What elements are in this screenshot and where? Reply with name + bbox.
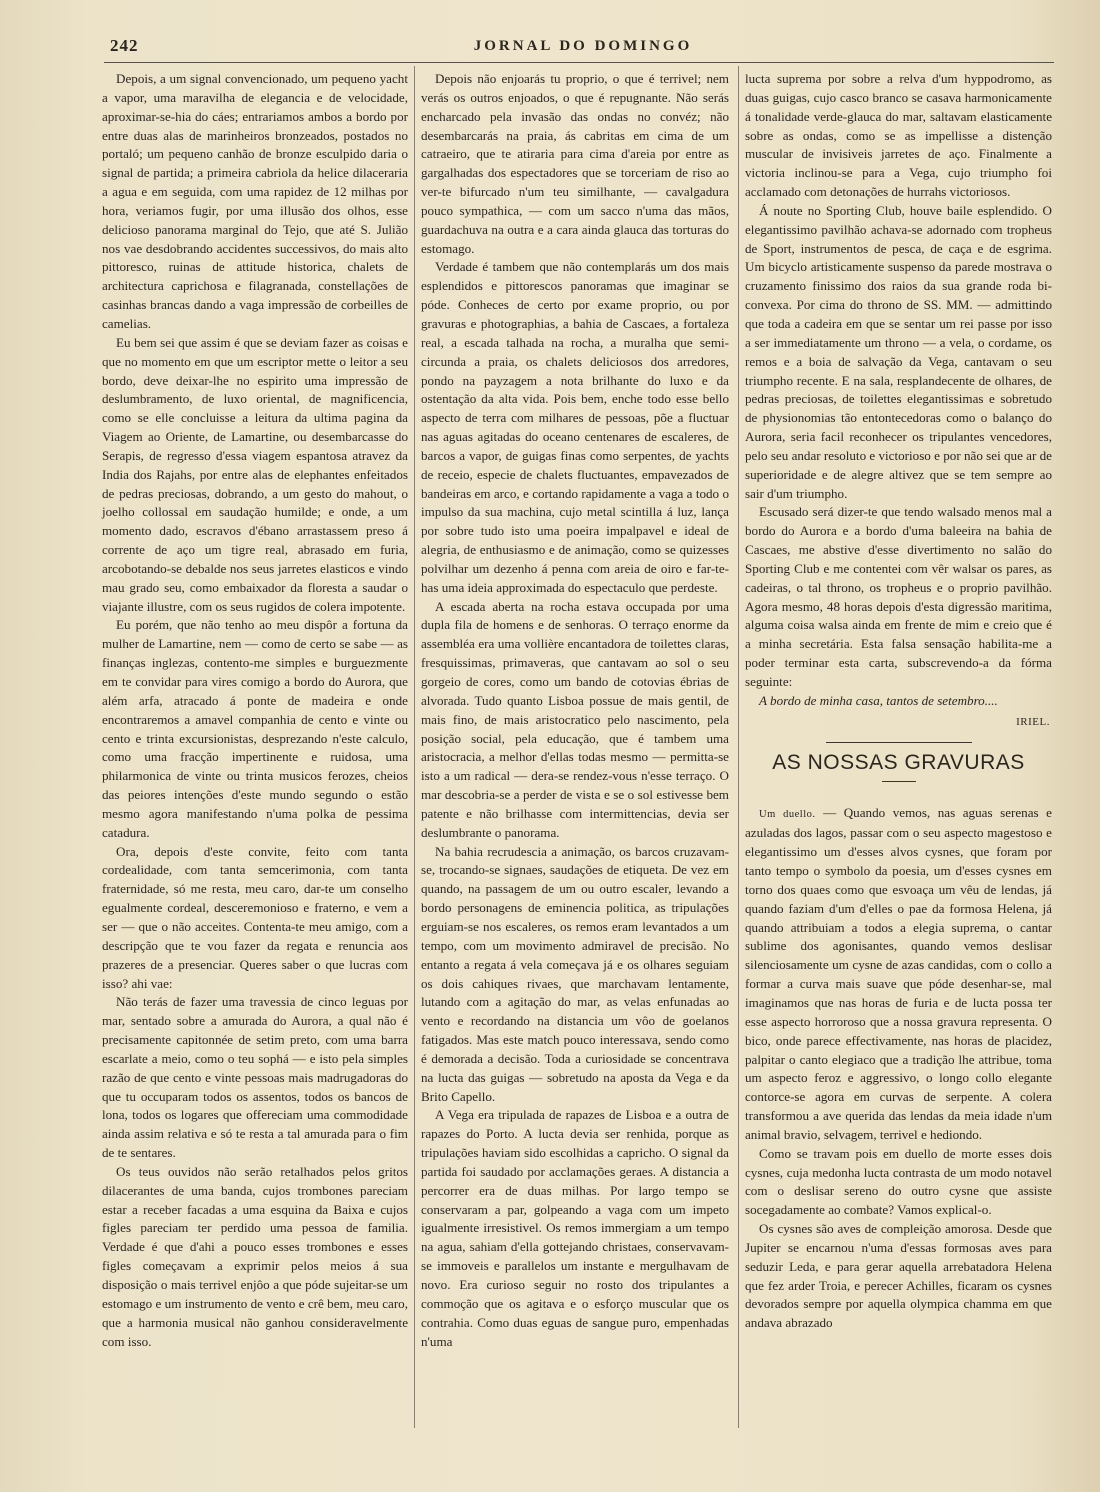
paragraph: Á noute no Sporting Club, houve baile esplendido. O elegantissimo pavilhão achava-se adornado com tropheus de Sport, instrumentos de pesca, de caça e de esgrima. Um bicyclo artisticamente suspenso da parede mostrava o cruzamento finissimo dos raios da sua grande roda bi-convexa. Por cima do throno de SS. MM. — admittindo que toda a cadeira em que se sentar um rei passe por isso a ser immediatamente um throno — a vela, o cordame, os remos e a boia de salvação da Vega, cantavam o seu triumpho recente. E na sala, resplandecente de olhares, de pedras preciosas, de toilettes elegantissimas e sobretudo de physionomias tão entontecedoras como o balanço do Aurora, seria facil reconhecer os tripulantes vencedores, pelo seu andar resoluto e victorioso e por não sei que ar de superioridade e de alegre altivez que se tem sempre ao sair d'um triumpho. <box>745 202 1052 501</box>
paragraph-text: — Quando vemos, nas aguas serenas e azuladas dos lagos, passar com o seu aspecto magestoso e elegantissimo um d'esses alvos cysnes, que foram por tanto tempo o symbolo da poesia, um d'esses cysnes em torno dos quaes como que esvoaça um vêu de lendas, já quando faziam d'um d'elles o pae da formosa Helena, já quando attribuiam a todos a elegia suprema, o cantar sublime dos agonisantes, quando vemos deslisar silenciosamente um cysne de azas candidas, com o collo a formar a curva mais suave que póde desenhar-se, mal imaginamos que nas horas de furia e de lucta possa ter esse aspecto horroroso que a nossa gravura representa. O bico, onde parece effectivamente, nas horas de placidez, palpitar o canto elegiaco que a tradição lhe attribue, toma um aspecto feroz e aggressivo, o longo collo elegante contorce-se agora em curvas de serpente. A colera transformou a ave querida das lendas da meia idade n'um animal bravio, selvagem, terrivel e hediondo. <box>745 804 1052 1142</box>
lead-in: Um duello. <box>759 808 816 820</box>
paragraph: Verdade é tambem que não contemplarás um dos mais esplendidos e pittorescos panoramas que imaginar se póde. Conheces de certo por exame proprio, ou por gravuras e photographias, a bahia de Cascaes, a fortaleza real, a escada talhada na rocha, a muralha que semi-circunda a praia, os chalets deliciosos dos arredores, pondo na payzagem a nota brilhante do luxo e da ostentação da alta vida. Pois bem, enche todo esse bello aspecto de terra com milhares de pessoas, põe a fluctuar nas aguas agitadas do oceano centenares de escaleres, de barcos a vapor, de guigas finas como serpentes, de yachts de receio, especie de chalets fluctuantes, empavezados de bandeiras em arco, e cortando rapidamente a vaga a todo o impulso da sua machina, cujo metal scintilla á luz, lança por sobre tudo isto uma poeira impalpavel e ideal de alegria, de enthusiasmo e de animação, como se quizesses polvilhar um dezenho á penna com areia de oiro e far-te-has uma ideia approximada do espectaculo que perdeste. <box>421 259 729 595</box>
paragraph: Eu bem sei que assim é que se deviam fazer as coisas e que no momento em que um escriptor mette o leitor a seu bordo, deve deixar-lhe no espirito uma impressão de deslumbramento, de luxo oriental, de magnificencia, como se elle concluisse a leitura da ultima pagina da Viagem ao Oriente, de Lamartine, ou desembarcasse do Serapis, de regresso d'essa viagem espantosa atravez da India dos Rajahs, por entre alas de elephantes enfeitados de pedras preciosas, dobrando, a um gesto do mahout, o joelho collossal em saudação humilde; e onde, a um momento dado, escravos d'ébano arrastassem preso á corrente de aço um tigre real, abrasado em furia, arcobotando-se debalde nos seus jarretes elasticos e vindo mau grado seu, como embaixador da floresta a saudar o viajante illustre, com os seus rugidos de colera impotente. <box>102 334 408 614</box>
header-rule <box>104 62 1054 63</box>
section-divider <box>826 742 972 743</box>
paragraph: A escada aberta na rocha estava occupada por uma dupla fila de homens e de senhoras. O terraço enorme da assembléa era uma vollière encantadora de toilettes claras, fresquissimas, primaveras, que cantavam ao sol o seu gorgeio de cores, como um bando de cotovias ébrias de alvorada. Tudo quanto Lisboa possue de mais gentil, de mais fino, de mais aristocratico pelo nascimento, pela posição social, pela educação, que é tambem uma aristocracia, a melhor d'ellas todas mesmo — permitta-se isto a um radical — dera-se rendez-vous n'esse terraço. O mar descobria-se a perder de vista e se o sol estivesse bem patente e não brilhasse com intermittencias, devia ser deslumbrante o panorama. <box>421 598 729 840</box>
page-header <box>108 36 1058 58</box>
paragraph: Os teus ouvidos não serão retalhados pelos gritos dilacerantes de uma banda, cujos trombones pareciam estar a receber facadas a uma esquina da Baixa e cujos figles pareciam ter perdido uma pessoa de familia. Verdade é que d'ahi a pouco esses trombones e esses figles começavam a exprimir pelos meios á sua disposição o mais terrivel enjôo a que póde sujeitar-se um estomago e um instrumento de vento e crê bem, meu caro, que a harmonia musical não ganhou consideravelmente com isso. <box>102 1163 408 1349</box>
paragraph: Depois não enjoarás tu proprio, o que é terrivel; nem verás os outros enjoados, o que é repugnante. Não serás encharcado pela invasão das ondas no convéz; não desembarcarás na praia, ás cabritas em cima de um catraeiro, que te atiraria para cima d'areia por entre as gargalhadas dos espectadores que se torceriam de riso ao ver-te bifurcado n'um teu similhante, — cavalgadura pouco sympathica, — com um sacco n'uma das mãos, guardachuva na outra e a cara ainda glauca das torturas do estomago. <box>421 71 729 256</box>
paragraph: Os cysnes são aves de compleição amorosa. Desde que Jupiter se encarnou n'uma d'essas formosas aves para seduzir Leda, e para gerar aquella arrebatadora Helena que fez arder Troia, e perecer Achilles, ficaram os cysnes devorados sempre por aquella olympica chamma em que andava abrazado <box>745 1221 1052 1331</box>
column-2 <box>421 70 729 1351</box>
column-divider <box>738 66 739 1428</box>
paragraph: Escusado será dizer-te que tendo walsado menos mal a bordo do Aurora e a bordo d'uma baleeira na bahia de Cascaes, me abstive d'esse divertimento no salão do Sporting Club e me contentei com vêr walsar os pares, as cadeiras, o tal throno, os tropheus e o proprio pavilhão. Agora mesmo, 48 horas depois d'esta digressão maritima, alguma coisa walsa ainda em frente de mim e creio que é a minha secretária. Esta falsa sensação habilita-me a poder terminar esta carta, subscrevendo-a da fórma seguinte: <box>745 504 1052 689</box>
paragraph: Como se travam pois em duello de morte esses dois cysnes, cuja medonha lucta contrasta de um modo notavel com o deslisar sereno do outro cysne que assiste socegadamente ao combate? Vamos explical-o. <box>745 1145 1052 1218</box>
page-number: 242 <box>110 36 139 55</box>
column-1 <box>102 70 408 1351</box>
column-divider <box>414 66 415 1428</box>
paragraph: lucta suprema por sobre a relva d'um hyppodromo, as duas guigas, cujo casco branco se casava harmonicamente á tonalidade verde-glauca do mar, saltavam elasticamente sobre as ondas, como se as impellisse a distenção muscular de invisiveis jarretes de aço. Finalmente a victoria inclinou-se para a Vega, cujo triumpho foi acclamado com detonações de hurrahs victoriosos. <box>745 71 1052 200</box>
author-signature: IRIEL. <box>1016 715 1050 728</box>
paragraph: Não terás de fazer uma travessia de cinco leguas por mar, sentado sobre a amurada do Aurora, a qual não é precisamente capitonnée de setim preto, com uma barra escarlate a meio, como o teu sophá — e isto pela simples razão de que cento e vinte pessoas mais madrugadoras do que tu occuparam todos os assentos, todos os bancos de lona, todos os logares que offereciam uma commodidade ainda assim relativa e só te resta a tal amurada para o fim de te sentares. <box>102 994 408 1161</box>
paragraph: Ora, depois d'este convite, feito com tanta cordealidade, com tanta semcerimonia, com tanta fraternidade, só me resta, meu caro, dar-te um conselho egualmente cordeal, desceremonioso e fraterno, e vem a ser — que o não acceites. Contenta-te meu amigo, com a descripção que te vou fazer da regata e renuncia aos prazeres de a presenciar. Queres saber o que lucras com isso? ahi vae: <box>102 843 408 991</box>
paragraph: Depois, a um signal convencionado, um pequeno yacht a vapor, uma maravilha de elegancia e de velocidade, aproximar-se-hia do cáes; entrariamos ambos a bordo por entre duas alas de marinheiros bronzeados, postados no portaló; um pequeno canhão de bronze esculpido daria o signal de partida; a primeira cabriola da helice dilaceraria a agua e em seguida, com uma rapidez de 12 milhas por hora, veriamos fugir, por uma illusão dos olhos, esse delicioso panorama marginal do Tejo, que até S. Julião nos vae desdobrando accidentes successivos, do mais alto pittoresco, ruinas de attitude historica, chalets de architectura caprichosa e filagranada, constellações de casinhas brancas dando a vaga impressão de corbeilles de camelias. <box>102 71 408 331</box>
section-title: AS NOSSAS GRAVURAS <box>772 750 1025 774</box>
paragraph: Eu porém, que não tenho ao meu dispôr a fortuna da mulher de Lamartine, nem — como de certo se sabe — as finanças inglezas, contento-me simples e burguezmente em te convidar para vires comigo a bordo do Aurora, que além arfa, atracado á ponte de madeira e onde encontraremos a amavel companhia de cento e vinte ou cento e trinta excursionistas, desprezando n'este calculo, como uma fracção impertinente e ruidosa, uma philarmonica de vinte ou trinta musicos ferozes, cheios das peiores intenções d'este mundo segundo o estão mesmo agora manifestando n'uma polka de pessima catadura. <box>102 617 408 840</box>
title-rule <box>882 781 916 782</box>
dateline: A bordo de minha casa, tantos de setembro.... <box>759 692 998 708</box>
column-3 <box>745 70 1052 1333</box>
journal-title: JORNAL DO DOMINGO <box>473 38 693 54</box>
paragraph: Na bahia recrudescia a animação, os barcos cruzavam-se, trocando-se signaes, saudações de etiqueta. De vez em quando, na passagem de um ou outro escaler, levando a bordo personagens de eminencia politica, as tripulações erguiam-se nos escaleres, os remos eram levantados a um tempo, com um movimento admiravel de precisão. No entanto a regata á vela começava já e os olhares seguiam os dois cahiques rivaes, que marchavam lentamente, lutando com a agitação do mar, as velas enfunadas ao vento e recordando na distancia um vôo de goelanos fatigados. Mas este match pouco interessava, sendo como é demorada a decisão. Toda a curiosidade se concentrava na lucta das guigas — sobretudo na aposta da Vega e da Brito Capello. <box>421 843 729 1104</box>
paragraph: A Vega era tripulada de rapazes de Lisboa e a outra de rapazes do Porto. A lucta devia ser renhida, porque as tripulações haviam sido escolhidas a capricho. O signal da partida foi saudado por acclamações geraes. A distancia a percorrer era de duas milhas. Por largo tempo se conservaram a par, golpeando a vaga com um impeto igualmente irresistivel. Os remos immergiam a um tempo na agua, sahiam d'ella gottejando christaes, conservavam-se immoveis e parallelos um instante e mergulhavam de novo. Era curioso seguir no rosto dos tripulantes a commoção que os agitava e o esforço muscular que os contrahia. Como duas eguas de sangue puro, empenhadas n'uma <box>421 1107 729 1349</box>
paragraph <box>745 804 1052 1145</box>
